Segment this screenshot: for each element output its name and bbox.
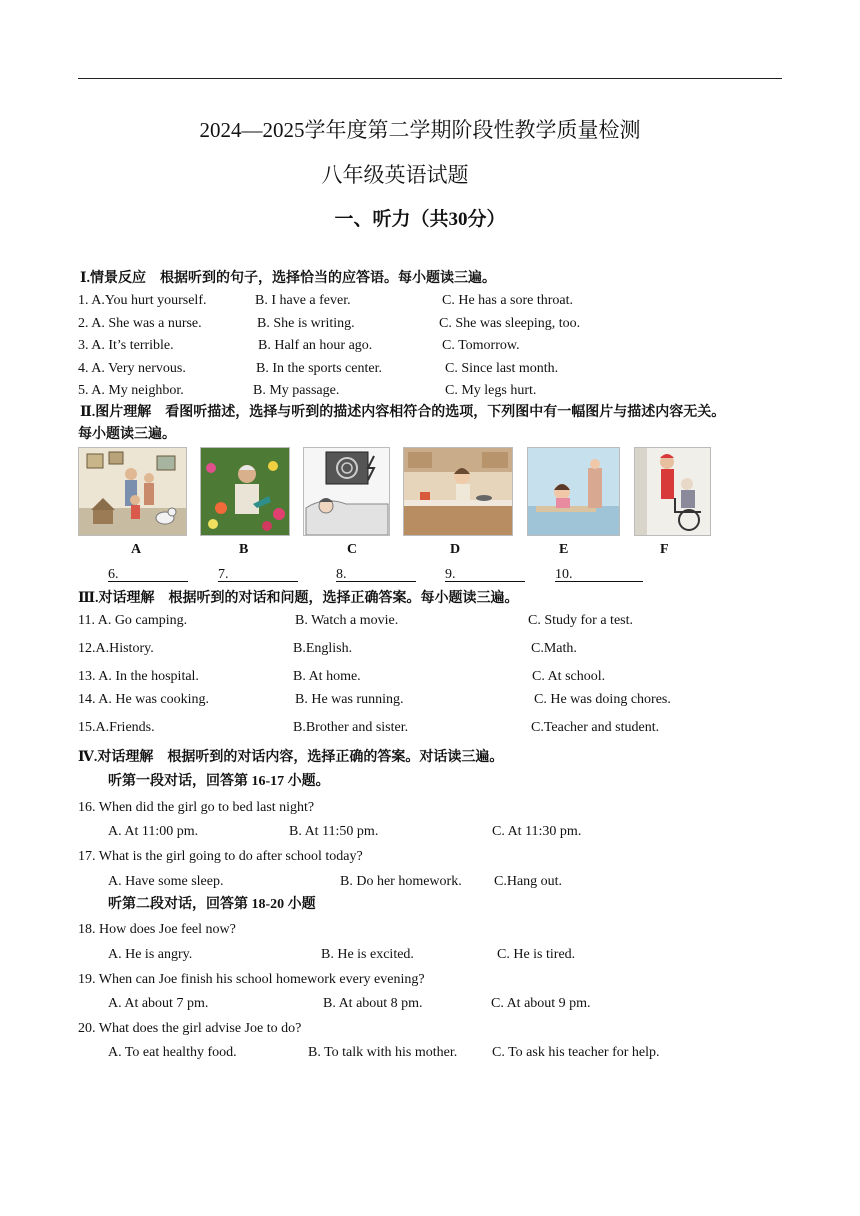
answer-blank-10[interactable]: 10. <box>555 567 643 582</box>
q2-option-c: C. She was sleeping, too. <box>439 316 581 331</box>
q18-option-c: C. He is tired. <box>497 947 576 962</box>
q20-option-c: C. To ask his teacher for help. <box>492 1045 660 1060</box>
q17-question: 17. What is the girl going to do after school today? <box>78 849 363 864</box>
answer-blank-6[interactable]: 6. <box>108 567 188 582</box>
q3-option-c: C. Tomorrow. <box>442 338 520 353</box>
picture-label-b: B <box>239 542 249 557</box>
q16-question: 16. When did the girl go to bed last night? <box>78 800 315 815</box>
picture-c-sleeping-storm <box>303 447 390 536</box>
picture-f-wheelchair <box>634 447 711 536</box>
q11-option-c: C. Study for a test. <box>528 613 633 628</box>
top-rule <box>78 78 782 79</box>
q15-option-a: 15.A.Friends. <box>78 720 155 735</box>
q2-option-b: B. She is writing. <box>257 316 355 331</box>
dialog2-instruction: 听第二段对话，回答第 18-20 小题 <box>108 897 316 912</box>
q12-option-a: 12.A.History. <box>78 641 154 656</box>
q1-option-a: 1. A.You hurt yourself. <box>78 293 207 308</box>
q15-option-c: C.Teacher and student. <box>531 720 660 735</box>
picture-label-e: E <box>559 542 569 557</box>
q17-option-c: C.Hang out. <box>494 874 563 889</box>
part2-heading: Ⅱ.图片理解 看图听描述，选择与听到的描述内容相符合的选项，下列图中有一幅图片与描述内容无关。 <box>80 405 726 420</box>
q18-option-b: B. He is excited. <box>321 947 414 962</box>
q20-option-b: B. To talk with his mother. <box>308 1045 458 1060</box>
q4-option-a: 4. A. Very nervous. <box>78 361 186 376</box>
picture-b-gardening <box>200 447 290 536</box>
picture-label-a: A <box>131 542 142 557</box>
dialog1-instruction: 听第一段对话，回答第 16-17 小题。 <box>108 774 330 789</box>
q4-option-c: C. Since last month. <box>445 361 559 376</box>
q15-option-b: B.Brother and sister. <box>293 720 409 735</box>
q20-question: 20. What does the girl advise Joe to do? <box>78 1021 302 1036</box>
picture-d-kitchen <box>403 447 513 536</box>
answer-blank-8[interactable]: 8. <box>336 567 416 582</box>
q2-option-a: 2. A. She was a nurse. <box>78 316 202 331</box>
q13-option-a: 13. A. In the hospital. <box>78 669 199 684</box>
q19-option-a: A. At about 7 pm. <box>108 996 209 1011</box>
q19-option-b: B. At about 8 pm. <box>323 996 423 1011</box>
answer-blank-7[interactable]: 7. <box>218 567 298 582</box>
q17-option-b: B. Do her homework. <box>340 874 462 889</box>
q14-option-b: B. He was running. <box>295 692 404 707</box>
part3-heading: Ⅲ.对话理解 根据听到的对话和问题，选择正确答案。每小题读三遍。 <box>78 591 519 606</box>
q17-option-a: A. Have some sleep. <box>108 874 224 889</box>
q18-question: 18. How does Joe feel now? <box>78 922 236 937</box>
part1-heading: Ⅰ.情景反应 根据听到的句子，选择恰当的应答语。每小题读三遍。 <box>80 271 497 286</box>
q11-option-b: B. Watch a movie. <box>295 613 399 628</box>
q5-option-a: 5. A. My neighbor. <box>78 383 184 398</box>
q5-option-b: B. My passage. <box>253 383 340 398</box>
q1-option-b: B. I have a fever. <box>255 293 351 308</box>
q4-option-b: B. In the sports center. <box>256 361 382 376</box>
q19-question: 19. When can Joe finish his school homework every evening? <box>78 972 425 987</box>
q13-option-c: C. At school. <box>532 669 606 684</box>
q16-option-c: C. At 11:30 pm. <box>492 824 582 839</box>
q1-option-c: C. He has a sore throat. <box>442 293 574 308</box>
exam-subtitle: 八年级英语试题 <box>321 163 469 187</box>
answer-blank-9[interactable]: 9. <box>445 567 525 582</box>
picture-label-c: C <box>347 542 358 557</box>
q19-option-c: C. At about 9 pm. <box>491 996 591 1011</box>
q16-option-b: B. At 11:50 pm. <box>289 824 379 839</box>
q18-option-a: A. He is angry. <box>108 947 193 962</box>
q14-option-c: C. He was doing chores. <box>534 692 671 707</box>
q11-option-a: 11. A. Go camping. <box>78 613 188 628</box>
q14-option-a: 14. A. He was cooking. <box>78 692 210 707</box>
section-title: 一、听力（共30分） <box>334 209 506 230</box>
exam-title: 2024—2025学年度第二学期阶段性教学质量检测 <box>199 118 641 142</box>
q20-option-a: A. To eat healthy food. <box>108 1045 237 1060</box>
q3-option-b: B. Half an hour ago. <box>258 338 373 353</box>
picture-label-f: F <box>660 542 669 557</box>
q5-option-c: C. My legs hurt. <box>445 383 537 398</box>
q13-option-b: B. At home. <box>293 669 361 684</box>
picture-a-family-dog <box>78 447 187 536</box>
part4-heading: Ⅳ.对话理解 根据听到的对话内容，选择正确的答案。对话读三遍。 <box>78 750 504 765</box>
q12-option-b: B.English. <box>293 641 353 656</box>
picture-label-d: D <box>450 542 461 557</box>
q3-option-a: 3. A. It’s terrible. <box>78 338 174 353</box>
picture-e-studying <box>527 447 620 536</box>
part2-heading-cont: 每小题读三遍。 <box>78 427 176 442</box>
q12-option-c: C.Math. <box>531 641 577 656</box>
q16-option-a: A. At 11:00 pm. <box>108 824 199 839</box>
